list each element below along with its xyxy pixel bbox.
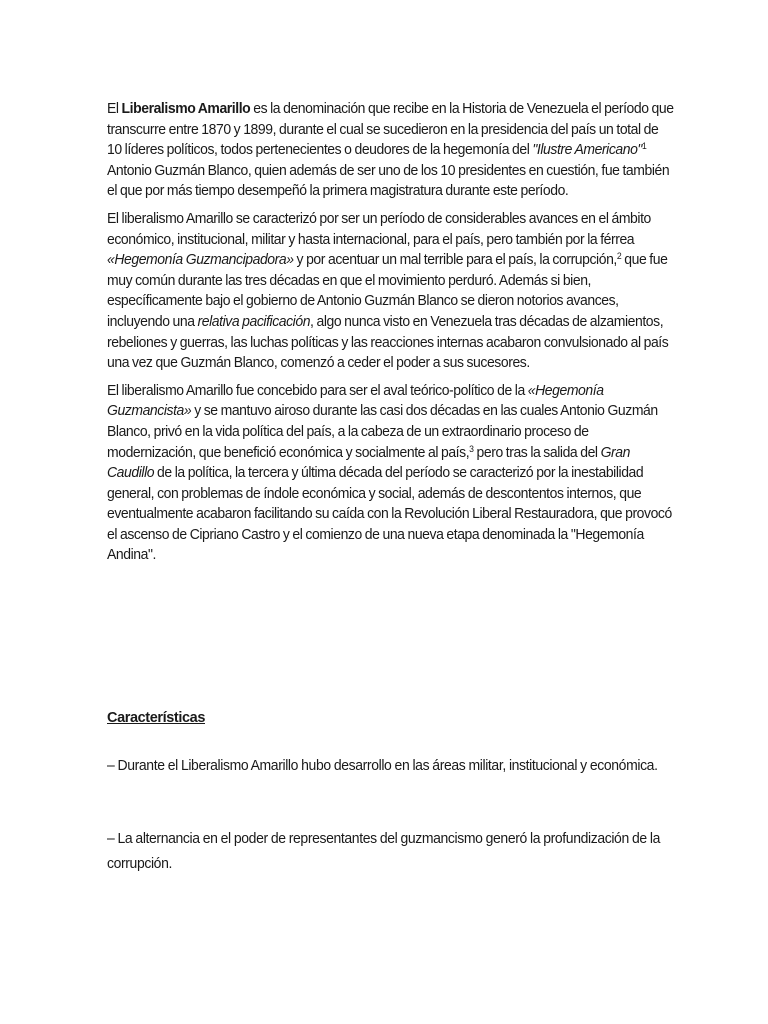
p3-text-3: pero tras la salida del — [473, 444, 601, 461]
section-heading: Características — [107, 710, 205, 726]
p1-text-1: El — [107, 101, 122, 117]
paragraph-1 — [107, 99, 675, 202]
p1-text-2: es la denominación que recibe en la Historia de Venezuela el período que transcurre entre 1870 y 1899, durante el cual se sucedieron en la presidencia del país un total de 10 líderes políticos, todos pertenecientes o deudores de la hegemonía del — [107, 101, 674, 159]
p3-text-1: El liberalismo Amarillo fue concebido para ser el aval teórico-político de la — [107, 382, 528, 399]
p2-italic-1: «Hegemonía Guzmancipadora» — [107, 252, 294, 269]
footnote-ref-1[interactable]: 1 — [641, 141, 647, 152]
footnote-ref-3[interactable]: 3 — [469, 443, 474, 454]
p2-text-1: El liberalismo Amarillo se caracterizó por ser un período de considerables avances en el ámbito económico, institucional, militar y hasta internacional, para el país, pero también por la férrea — [107, 210, 651, 248]
document-body — [107, 99, 675, 573]
bullet-item: – La alternancia en el poder de representantes del guzmancismo generó la profundización de la corrupción. — [107, 831, 661, 872]
p3-text-4: de la política, la tercera y última década del período se caracterizó por la inestabilidad general, con problemas de índole económica y social, además de descontentos internos, que eventualmente acabaron facilitando su caída con la Revolución Liberal Restauradora, que provocó el ascenso de Cipriano Castro y el comienzo de una nueva etapa denominada la "Hegemonía Andina". — [107, 465, 672, 564]
bullet-item: – Durante el Liberalismo Amarillo hubo desarrollo en las áreas militar, institucional y económica. — [107, 758, 658, 774]
p3-text-2: y se mantuvo airoso durante las casi dos décadas en las cuales Antonio Guzmán Blanco, privó en la vida política del país, a la cabeza de un extraordinario proceso de modernización, que benefició económica y socialmente al país, — [107, 403, 658, 461]
p1-italic-title: "Ilustre Americano" — [532, 142, 642, 159]
p2-text-2: y por acentuar un mal terrible para el país, la corrupción, — [293, 252, 617, 269]
p2-text-3: que fue muy común durante las tres décadas en que el movimiento perduró. Además si bien, específicamente bajo el gobierno de Antonio Guzmán Blanco se dieron notorios avances, incluyendo una — [107, 252, 668, 330]
paragraph-3 — [107, 381, 675, 566]
p1-bold-term: Liberalismo Amarillo — [121, 101, 251, 117]
p1-text-3: Antonio Guzmán Blanco, quien además de ser uno de los 10 presidentes en cuestión, fue también el que por más tiempo desempeñó la primera magistratura durante este período. — [107, 162, 670, 200]
p2-text-4: , algo nunca visto en Venezuela tras décadas de alzamientos, rebeliones y guerras, las luchas políticas y las reacciones internas acabaron convulsionado al país una vez que Guzmán Blanco, comenzó a ceder el poder a sus sucesores. — [107, 313, 669, 372]
p3-italic-1: «Hegemonía Guzmancista» — [107, 382, 604, 420]
p3-italic-2: Gran Caudillo — [107, 444, 630, 482]
footnote-ref-2[interactable]: 2 — [616, 251, 622, 262]
p2-italic-2: relativa pacificación — [197, 313, 311, 330]
paragraph-2 — [107, 209, 675, 374]
